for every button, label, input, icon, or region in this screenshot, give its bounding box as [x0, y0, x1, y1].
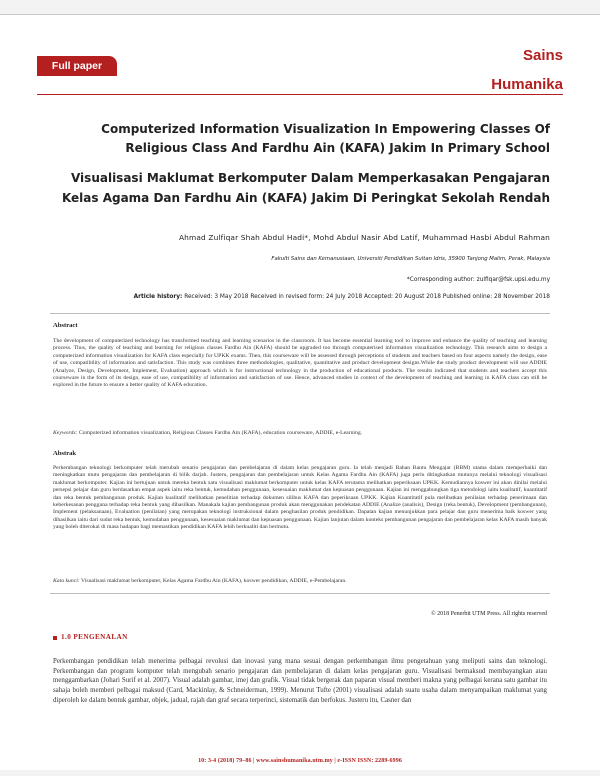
header-band	[0, 0, 600, 14]
section-title-pengenalan: 1.0 PENGENALAN	[61, 633, 128, 641]
paper-title-english: Computerized Information Visualization In Empowering Classes Of Religious Class And Fardhu Ain (KAFA) Jakim In Primary School	[101, 122, 550, 155]
keywords-label: Keywords:	[53, 430, 78, 436]
corresponding-author[interactable]: *Corresponding author: zulfiqar@fsk.upsi.edu.my	[406, 277, 550, 283]
abstract-heading: Abstract	[53, 322, 78, 329]
article-history-text: Received: 3 May 2018 Received in revised form: 24 July 2018 Accepted: 20 August 2018 Published online: 28 November 2018	[184, 294, 550, 300]
journal-footer[interactable]: 10: 3-4 (2018) 79–86 | www.sainshumanika.utm.my | e-ISSN ISSN: 2289-6996	[198, 758, 402, 764]
header-divider	[0, 14, 600, 15]
article-history-label: Article history:	[133, 294, 183, 300]
introduction-body: Perkembangan pendidikan telah menerima pelbagai revolusi dan inovasi yang mana sesuai dengan perkembangan ilmu pengetahuan yang meliputi sains dan teknologi. Perkembangan dan program komputer telah mengubah senario pengajaran dan pembelajaran di dalam kelas pengajaran guru. Visualisasi bermaksud membayangkan atau menggambarkan (Johari Surif et al. 2007). Visual adalah gambar, imej dan grafik. Visual tidak bergerak dan paparan visual memberi makna yang pelbagai kerana satu gambar itu sahaja boleh memberi pelbagai maksud (Card, Mackinlay, & Schneiderman, 1999). Menurut Tufte (2001) visualisasi adalah suatu usaha dalam menyampaikan maklumat yang diperoleh ke dalam bentuk gambar, objek, jadual, rajah dan graf secara terperinci, sistematik dan berfokus. Justeru itu, Casner dan	[53, 658, 547, 704]
keywords-english	[53, 430, 547, 437]
journal-logo-sains: Sains	[522, 47, 563, 64]
article-history	[50, 294, 550, 300]
abstrak-heading: Abstrak	[53, 450, 77, 457]
author-affiliation: Fakulti Sains dan Kemanusiaan, Universiti Pendidikan Sultan Idris, 35900 Tanjong Malim, Perak, Malaysia	[271, 256, 550, 262]
journal-logo-humanika: Humanika	[491, 76, 563, 93]
footer-band	[0, 770, 600, 776]
author-list: Ahmad Zulfiqar Shah Abdul Hadi*, Mohd Abdul Nasir Abd Latif, Muhammad Hasbi Abdul Rahman	[178, 233, 550, 242]
header-red-rule	[37, 94, 563, 95]
abstract-top-divider	[50, 313, 550, 314]
paper-title-malay: Visualisasi Maklumat Berkomputer Dalam Memperkasakan Pengajaran Kelas Agama Dan Fardhu Ain (KAFA) Jakim Di Peringkat Sekolah Rendah	[61, 171, 550, 205]
kata-kunci-label: Kata kunci:	[53, 578, 80, 584]
keywords-text: Computerized information visualization, Religious Classes Fardhu Ain (KAFA), education courseware, ADDIE, e-Learning.	[78, 430, 363, 436]
full-paper-label: Full paper	[37, 56, 117, 76]
abstract-bottom-divider	[50, 593, 550, 594]
keywords-malay	[53, 578, 547, 585]
kata-kunci-text: Visualisasi maklumat berkomputer, Kelas Agama Fardhu Ain (KAFA), koswer pendidikan, ADDIE, e-Pembelajaran.	[81, 578, 347, 584]
section-bullet-icon	[53, 636, 57, 640]
abstrak-body: Perkembangan teknologi berkomputer telah merubah senario pengajaran dan pembelajaran di dalam kelas pengajaran guru. Ia telah menjadi Bahan Bantu Mengajar (BBM) utama dalam memperbaiki dan meningkatkan mutu pengajaran dan pembelajaran di bilik darjah. Justeru, pengajaran dan pembelajaran untuk Kelas Agama Fardhu Ain (KAFA) juga perlu ditingkatkan mutunya melalui teknologi visualisasi maklumat berkomputer. Kajian ini bertujuan untuk mereka bentuk satu visualisasi maklumat berkomputer untuk kelas KAFA terutama melibatkan peperiksaan UPKK. Kemudiannya koswer ini akan dinilai melalui persepsi pelajar dan guru berdasarkan empat aspek iaitu reka bentuk, kemudahan penggunaan, kesesuaian maklumat dan kepuasan penggunaan. Kajian ini menggabungkan tiga metodologi iaitu kualitatif, kuantitatif dan reka bentuk pembangunan produk. Kajian kualitatif melibatkan penelitian terhadap dokumen silibus KAFA dan peperiksaan UPKK. Kajian Kuantitatif pula melibatkan penilaian terhadap penerimaan dan keberkesanan pengguna terhadap reka bentuk yang dihasilkan. Manakala kajian pembangunan produk akan menggunakan pendekatan ADDIE (Analize (analisis), Design (reka bentuk), Development (pembangunan), Implement (pelaksanaan), Evaluation (penilaian) yang merupakan teknologi instruksional dalam penghasilan produk pendidikan. Dapatan kajian menunjukkan para pelajar dan guru menerima baik koswer yang dihasilkan iaitu dari sudut reka bentuk, kemudahan penggunaan, kesesuaian maklumat dan kepuasan penggunaan. Kajian lanjutan dalam konteks pembangunan pengajaran dan pembelajaran kelas KAFA masih banyak yang boleh diterokai di masa hadapan bagi memastikan pendidikan KAFA lebih berkualiti dan bermutu.	[53, 465, 547, 531]
copyright-notice: © 2018 Penerbit UTM Press. All rights reserved	[431, 611, 547, 617]
abstract-body: The development of computerized technology has transformed teaching and learning scenarios in the classroom. It has become essential learning tool to improve and enhance the quality of teaching and learning process. Thus, the quality of teaching and learning for religious classes Fardhu Ain (KAFA) should be upgraded too through computerised information visualization technology. This research aims to design a computerized information visualization for KAFA class especially for UPKK exams. Then, this courseware will be assessed through perceptions of students and teachers based on four aspects namely the design, ease of use, compatibility of information and satisfaction. This study was combines three methodologies, qualitative, quantitative and product development designs.While the study product development will use ADDIE (Analyze, Design, Development, Implement, Evaluation) approach which is for instructional technology in the production of educational products. The results indicated that students and teachers accept this courseware in the form of its design, ease of use, compatibility of information and satisfaction of use. Hence, advanced studies in context of the development of teaching and learning in KAFA class can still be explored in the future to ensure a better quality of KAFA education.	[53, 338, 547, 389]
